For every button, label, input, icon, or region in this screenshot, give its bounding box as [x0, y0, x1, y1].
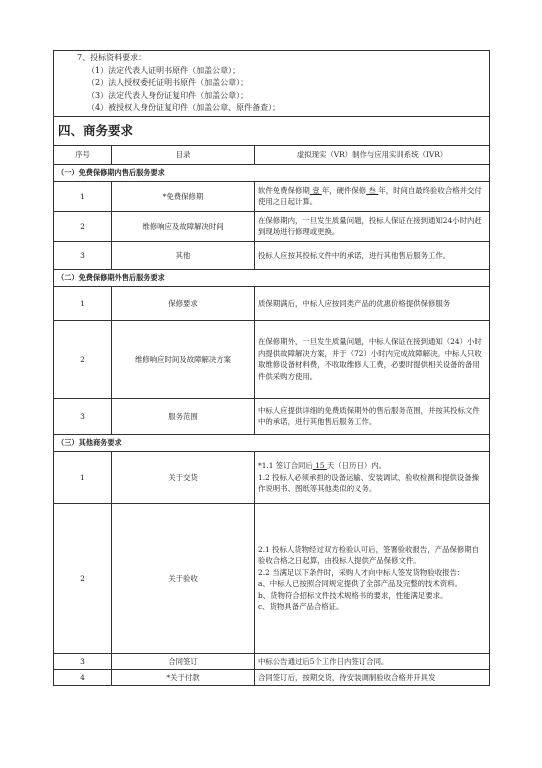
row-name: 维修响应及故障解决时间: [112, 211, 255, 241]
table-row: [54, 653, 490, 669]
row-no: 1: [54, 286, 112, 320]
row-content: 中标人应提供详细的免费质保期外的售后服务范围，并按其投标文件中的承诺，进行其他售后服务工作。: [255, 398, 490, 434]
row-content: 在保修期内，一旦发生质量问题，投标人保证在接到通知24小时内赶到现场进行修理或更换。: [255, 211, 490, 241]
acceptance-para: b、货物符合招标文件技术规格书的要求，性能满足要求。: [258, 590, 448, 600]
row-name: 其他: [112, 241, 255, 269]
table-row: [54, 398, 490, 434]
row-content: 中标公告通过后5个工作日内签订合同。: [255, 653, 490, 669]
row-content: [255, 451, 490, 503]
row-no: 2: [54, 320, 112, 398]
header-product: 虚拟现实（VR）制作与应用实训系统（IVR）: [255, 145, 490, 164]
row-name: 合同签订: [112, 653, 255, 669]
delivery-term: *1.1 签订合同后 15 天（日历日）内。: [258, 461, 387, 471]
intro-item: （1）法定代表人证明书原件（加盖公章）；: [87, 65, 241, 75]
row-no: 4: [54, 669, 112, 685]
row-name: 关于验收: [112, 503, 255, 653]
table-row: [54, 451, 490, 503]
delivery-obligations: 1.2 投标人必须承担的设备运输、安装调试、验收检测和提供设备操作说明书、图纸等其他类似的义务。: [258, 472, 480, 494]
table-header-row: [54, 145, 490, 164]
header-item: 目录: [112, 145, 255, 164]
acceptance-para: 2.2 当满足以下条件时，采购人才向中标人签发货物验收报告：: [258, 567, 465, 577]
row-name: 服务范围: [112, 398, 255, 434]
row-no: 3: [54, 653, 112, 669]
row-content: [255, 503, 490, 653]
row-no: 2: [54, 211, 112, 241]
acceptance-para: 2.1 投标人货物经过双方检验认可后，签署验收报告，产品保修期自验收合格之日起算，由投标人提供产品保修文件。: [258, 544, 480, 566]
row-content: 投标人应按其投标文件中的承诺，进行其他售后服务工作。: [255, 241, 490, 269]
row-no: 3: [54, 241, 112, 269]
section-title: 四、商务要求: [54, 116, 490, 145]
table-row: [54, 241, 490, 269]
row-no: 3: [54, 398, 112, 434]
row-name: 关于交货: [112, 451, 255, 503]
group-title: （一）免费保修期内售后服务要求: [54, 164, 490, 181]
row-name: *关于付款: [112, 669, 255, 685]
row-name: 保修要求: [112, 286, 255, 320]
row-content: 质保期满后，中标人应按同类产品的优惠价格提供保修服务: [255, 286, 490, 320]
table-row: [54, 320, 490, 398]
bid-documents-requirements: [54, 51, 490, 117]
acceptance-para: c、货物具备产品合格证。: [258, 602, 344, 612]
intro-item: （4）被授权人身份证复印件（加盖公章、原件备查）；: [87, 103, 281, 113]
row-no: 1: [54, 181, 112, 211]
table-row: [54, 669, 490, 685]
row-name: *免费保修期: [112, 181, 255, 211]
row-content: 软件免费保修期 壹 年，硬件保修 叁 年，时间自最终验收合格并交付使用之日起计算。: [255, 181, 490, 211]
table-row: [54, 181, 490, 211]
row-content: 合同签订后，按期交货，待安装调制验收合格并开具发: [255, 669, 490, 685]
header-no: 序号: [54, 145, 112, 164]
intro-item: （3）法定代表人身份证复印件（加盖公章）；: [87, 90, 249, 100]
row-content: 在保修期外，一旦发生质量问题，中标人保证在接到通知（24）小时内提供故障解决方案，并于（72）小时内完成故障解决。中标人只收取维修设备材料费，不收取维修人工费，必要时提供相关设备的备用件供采购方使用。: [255, 320, 490, 398]
group-title: （二）免费保修期外售后服务要求: [54, 269, 490, 286]
intro-heading: 7、投标资料要求：: [77, 53, 147, 62]
intro-item: （2）法人授权委托证明书原件（加盖公章）；: [87, 78, 249, 88]
table-row: [54, 286, 490, 320]
table-row: [54, 211, 490, 241]
business-requirements-table: [53, 50, 490, 686]
row-name: 维修响应时间及故障解决方案: [112, 320, 255, 398]
table-row: [54, 503, 490, 653]
row-no: 2: [54, 503, 112, 653]
group-title: （三）其他商务要求: [54, 434, 490, 451]
document-page: [53, 50, 489, 686]
acceptance-para: a、中标人已按照合同规定提供了全部产品及完整的技术资料。: [258, 579, 462, 589]
row-no: 1: [54, 451, 112, 503]
